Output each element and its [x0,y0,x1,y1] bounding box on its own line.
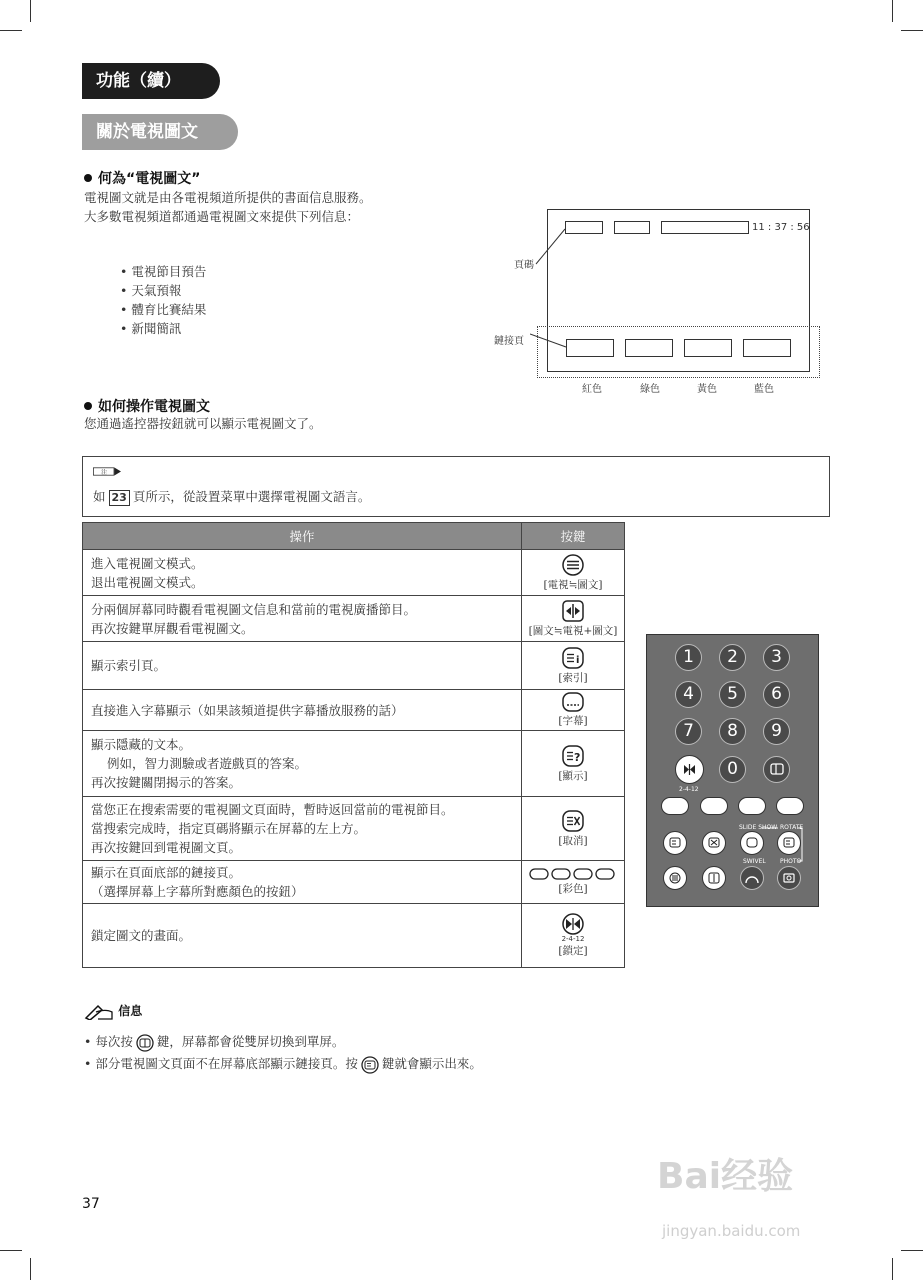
photo-label: PHOTO [780,858,802,865]
subsection-title: 關於電視圖文 [82,114,238,150]
red-link-box [566,339,614,357]
row-key: 2-4-12 [鎖定] [522,904,625,968]
table-row [83,904,625,968]
index-icon [361,1056,379,1074]
section-title: 功能（續） [82,63,220,99]
info-list [120,262,206,338]
header-box [661,221,749,234]
svg-text:注: 注 [101,470,107,477]
link-page-label: 鏈接頁 [494,336,524,347]
rotate-label: ROTATE [780,824,804,831]
list-item: • 體育比賽結果 [120,300,206,319]
num-2-button: 2 [719,644,746,671]
bullet-icon [84,174,92,182]
num-9-button: 9 [763,718,790,745]
note-text: 如 23 頁所示，從設置菜單中選擇電視圖文語言。 [93,489,371,504]
table-row [83,690,625,731]
row-desc: 顯示隱藏的文本。 例如，智力測驗或者遊戲頁的答案。 再次按鍵關閉揭示的答案。 [83,731,522,797]
color-keys-icon [529,868,617,880]
crop-mark [30,0,31,22]
color-label-red: 紅色 [582,384,602,395]
remote-control-image [646,634,819,907]
header-box [614,221,650,234]
hold-sub-label: 2-4-12 [679,786,699,793]
pencil-icon [84,1004,114,1020]
operations-table [82,522,625,968]
split-screen-icon [136,1034,154,1052]
reveal-icon [562,745,584,767]
crop-mark [0,30,22,31]
num-6-button: 6 [763,681,790,708]
num-5-button: 5 [719,681,746,708]
hold-sub-label: 2-4-12 [561,935,585,943]
note-tag-icon [93,466,121,477]
watermark-logo: Bai经验 [657,1156,794,1197]
table-header [83,523,625,550]
row-key: ? [顯示] [522,731,625,797]
table-row [83,642,625,690]
list-item: • 天氣預報 [120,281,206,300]
color-label-yellow: 黃色 [697,384,717,395]
crop-mark [892,1258,893,1280]
note-box [82,456,830,517]
split-screen-icon [562,600,584,622]
page-ref-badge: 23 [109,490,130,506]
watermark-url: jingyan.baidu.com [662,1222,801,1240]
crop-mark [892,0,893,22]
info-heading: 信息 [84,1002,142,1020]
row-desc: 分兩個屏幕同時觀看電視圖文信息和當前的電視廣播節目。 再次按鍵單屏觀看電視圖文。 [83,596,522,642]
row-desc: 鎖定圖文的畫面。 [83,904,522,968]
row-desc: 顯示在頁面底部的鏈接頁。 （選擇屏幕上字幕所對應顏色的按鈕） [83,861,522,904]
page-number: 37 [82,1196,100,1212]
row-key: [取消] [522,797,625,861]
table-row [83,731,625,797]
num-1-button: 1 [675,644,702,671]
color-label-blue: 藍色 [754,384,774,395]
num-3-button: 3 [763,644,790,671]
what-is-text: 電視圖文就是由各電視頻道所提供的書面信息服務。 大多數電視頻道都通過電視圖文來提供下列信息： [84,190,372,224]
list-item: • 新聞簡訊 [120,319,206,338]
crop-mark [30,1258,31,1280]
row-key: [彩色] [522,861,625,904]
row-desc: 進入電視圖文模式。 退出電視圖文模式。 [83,550,522,596]
row-desc: 顯示索引頁。 [83,642,522,690]
svg-text:?: ? [574,750,581,764]
remote-button-glyphs [647,635,820,908]
subtitle-icon [562,692,584,712]
what-is-heading: 何為“電視圖文” [84,168,200,188]
swivel-label: SWIVEL [743,858,766,865]
crop-mark [901,1250,923,1251]
num-4-button: 4 [675,681,702,708]
bullet-icon [84,402,92,410]
green-link-box [625,339,673,357]
cancel-icon [562,810,584,832]
table-row [83,550,625,596]
crop-mark [901,30,923,31]
info-line-2: • 部分電視圖文頁面不在屏幕底部顯示鏈接頁。按 鍵就會顯示出來。 [84,1054,482,1074]
num-7-button: 7 [675,718,702,745]
row-desc: 直接進入字幕顯示（如果該頻道提供字幕播放服務的話） [83,690,522,731]
col-key: 按鍵 [522,523,625,550]
row-key: [字幕] [522,690,625,731]
clock-text: 11 : 37 : 56 [752,222,810,233]
blue-link-box [743,339,791,357]
list-item: • 電視節目預告 [120,262,206,281]
col-operation: 操作 [83,523,522,550]
table-row [83,797,625,861]
row-key: [電視≒圖文] [522,550,625,596]
row-desc: 當您正在搜索需要的電視圖文頁面時，暫時返回當前的電視節目。 當搜索完成時，指定頁碼將顯示在屏幕的左上方。 再次按鍵回到電視圖文頁。 [83,797,522,861]
page-code-label: 頁碼 [514,260,534,271]
num-0-button: 0 [719,756,746,783]
page-code-box [565,221,603,234]
slide-show-label: SLIDE SHOW [739,824,778,831]
how-to-heading: 如何操作電視圖文 [84,396,210,416]
how-to-text: 您通過遙控器按鈕就可以顯示電視圖文了。 [84,416,322,431]
teletext-icon [562,554,584,576]
info-line-1: • 每次按 鍵，屏幕都會從雙屏切換到單屏。 [84,1032,344,1052]
num-8-button: 8 [719,718,746,745]
row-key: [圖文≒電視+圖文] [522,596,625,642]
crop-mark [0,1250,22,1251]
row-key: i [索引] [522,642,625,690]
index-icon [562,647,584,669]
color-label-green: 綠色 [640,384,660,395]
svg-text:i: i [576,654,580,666]
table-row [83,596,625,642]
table-row [83,861,625,904]
hold-icon [561,913,585,935]
yellow-link-box [684,339,732,357]
